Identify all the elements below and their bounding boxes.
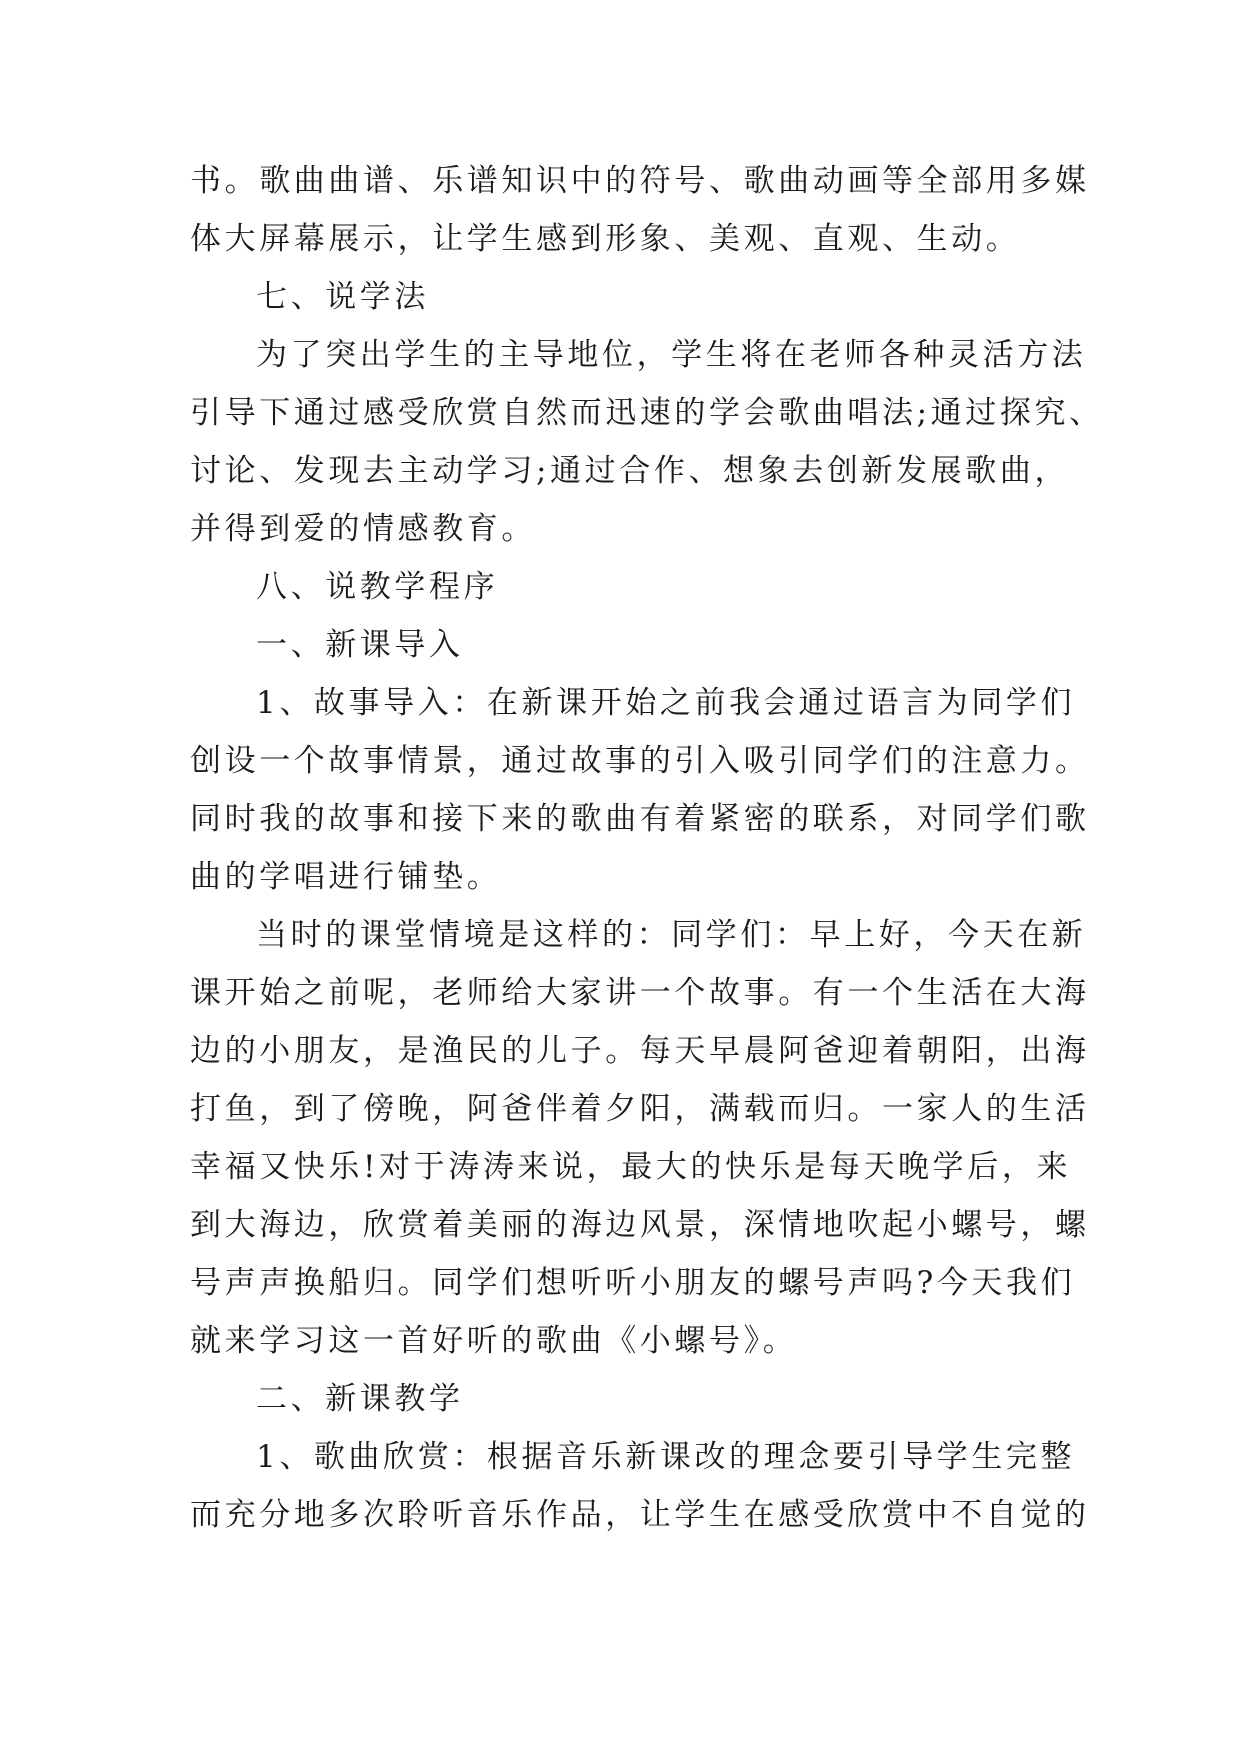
text-line-2: 体大屏幕展示，让学生感到形象、美观、直观、生动。 (190, 221, 1021, 257)
text-line-15: 课开始之前呢，老师给大家讲一个故事。有一个生活在大海 (190, 975, 1090, 1011)
text-line-23: 1、歌曲欣赏：根据音乐新课改的理念要引导学生完整 (256, 1439, 1076, 1475)
text-line-21: 就来学习这一首好听的歌曲《小螺号》。 (190, 1323, 798, 1359)
text-line-24: 而充分地多次聆听音乐作品，让学生在感受欣赏中不自觉的 (190, 1497, 1090, 1533)
text-line-6: 讨论、发现去主动学习;通过合作、想象去创新发展歌曲， (190, 453, 1070, 489)
text-line-10: 1、故事导入：在新课开始之前我会通过语言为同学们 (256, 685, 1076, 721)
text-line-20: 号声声换船归。同学们想听听小朋友的螺号声吗?今天我们 (190, 1265, 1076, 1301)
section-heading-teaching-procedure: 八、说教学程序 (256, 569, 499, 605)
text-line-16: 边的小朋友，是渔民的儿子。每天早晨阿爸迎着朝阳，出海 (190, 1033, 1090, 1069)
text-line-5: 引导下通过感受欣赏自然而迅速的学会歌曲唱法;通过探究、 (190, 395, 1104, 431)
section-heading-learning-method: 七、说学法 (256, 279, 429, 315)
text-line-17: 打鱼，到了傍晚，阿爸伴着夕阳，满载而归。一家人的生活 (190, 1091, 1090, 1127)
text-line-1: 书。歌曲曲谱、乐谱知识中的符号、歌曲动画等全部用多媒 (190, 163, 1090, 199)
text-line-11: 创设一个故事情景，通过故事的引入吸引同学们的注意力。 (190, 743, 1090, 779)
text-line-13: 曲的学唱进行铺垫。 (190, 859, 502, 895)
text-line-4: 为了突出学生的主导地位，学生将在老师各种灵活方法 (256, 337, 1087, 373)
text-line-7: 并得到爱的情感教育。 (190, 511, 536, 547)
subsection-heading-new-lesson-intro: 一、新课导入 (256, 627, 464, 663)
text-line-14: 当时的课堂情境是这样的：同学们：早上好，今天在新 (256, 917, 1087, 953)
text-line-18: 幸福又快乐!对于涛涛来说，最大的快乐是每天晚学后，来 (190, 1149, 1072, 1185)
text-line-12: 同时我的故事和接下来的歌曲有着紧密的联系，对同学们歌 (190, 801, 1090, 837)
document-body (190, 152, 1104, 1544)
text-line-19: 到大海边，欣赏着美丽的海边风景，深情地吹起小螺号，螺 (190, 1207, 1090, 1243)
subsection-heading-new-lesson-teaching: 二、新课教学 (256, 1381, 464, 1417)
